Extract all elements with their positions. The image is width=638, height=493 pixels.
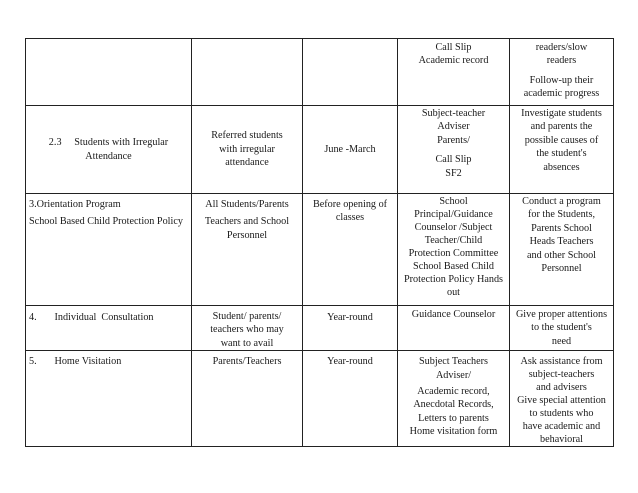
timeframe-cell [303, 306, 398, 351]
participants-line: teachers who may [210, 324, 284, 336]
participants-cell [192, 106, 303, 194]
persons-cell [398, 39, 510, 106]
participants-line: Parents/Teachers [212, 356, 282, 368]
persons-line: Letters to parents [418, 412, 489, 424]
persons-line: Principal/Guidance [414, 209, 493, 220]
remarks-line: readers [546, 55, 577, 67]
timeframe-line: classes [335, 212, 365, 224]
persons-line: SF2 [445, 167, 462, 179]
remarks-line: and parents the [530, 121, 593, 133]
remarks-line: Give proper attentions [515, 309, 608, 320]
timeframe-line: June -March [324, 143, 376, 155]
persons-line: Call Slip [435, 42, 472, 53]
timeframe-cell [303, 194, 398, 306]
remarks-line: Ask assistance from [520, 356, 603, 368]
timeframe-line: Before opening of [312, 199, 388, 210]
remarks-line: for the Students, [527, 209, 596, 221]
persons-cell [398, 106, 510, 194]
remarks-line: and advisers [536, 382, 587, 394]
persons-line: Teacher/Child [424, 235, 483, 246]
remarks-line: have academic and [522, 421, 601, 433]
program-table [25, 38, 614, 447]
remarks-line: to students who [529, 408, 594, 420]
table-row [26, 306, 614, 351]
timeframe-cell [303, 39, 398, 106]
remarks-line: Follow-up their [529, 74, 594, 86]
participants-line: attendance [225, 157, 269, 169]
persons-cell [398, 351, 510, 447]
participants-cell [192, 306, 303, 351]
remarks-cell [510, 351, 614, 447]
remarks-line: and other School [526, 249, 597, 261]
table-row [26, 39, 614, 106]
remarks-line: need [551, 335, 572, 347]
table-row [26, 106, 614, 194]
participants-line: Referred students [211, 130, 283, 142]
remarks-line: to the student's [531, 322, 592, 334]
activity-line: 3.Orientation Program [29, 199, 121, 210]
persons-line: School Based Child [413, 261, 494, 272]
participants-line: with irregular [219, 143, 275, 155]
remarks-line: possible causes of [524, 134, 599, 146]
remarks-line: Heads Teachers [529, 236, 594, 248]
timeframe-line: Year-round [327, 356, 373, 368]
activity-cell [26, 351, 192, 447]
activity-line: 2.3 Students with Irregular [48, 137, 169, 149]
remarks-cell [510, 106, 614, 194]
timeframe-cell [303, 351, 398, 447]
remarks-line: Give special attention [517, 395, 606, 407]
persons-line: Adviser [437, 121, 470, 133]
persons-line: School [439, 196, 468, 207]
activity-cell [26, 306, 192, 351]
remarks-line: subject-teachers [528, 369, 595, 381]
participants-line: Student/ parents/ [212, 311, 282, 322]
table-row [26, 351, 614, 447]
remarks-cell [510, 194, 614, 306]
remarks-line: readers/slow [535, 42, 588, 53]
persons-line: Adviser/ [435, 369, 472, 381]
activity-line: 4. Individual Consultation [29, 312, 154, 323]
remarks-cell [510, 39, 614, 106]
persons-line: out [446, 287, 461, 298]
activity-cell [26, 194, 192, 306]
persons-cell [398, 194, 510, 306]
remarks-line: academic progress [523, 88, 600, 100]
persons-line: Protection Committee [408, 248, 499, 259]
persons-line: Academic record, [417, 386, 490, 398]
participants-line: want to avail [220, 337, 274, 349]
persons-line: Parents/ [437, 134, 470, 146]
timeframe-line: Year-round [327, 312, 373, 323]
activity-line: School Based Child Protection Policy [29, 216, 183, 228]
persons-line: Call Slip [435, 154, 472, 166]
remarks-line: the student's [536, 148, 587, 160]
persons-line: Subject Teachers [419, 356, 488, 368]
persons-line: Home visitation form [409, 426, 498, 438]
activity-line: Attendance [85, 150, 132, 162]
persons-line: Guidance Counselor [411, 309, 496, 320]
remarks-cell [510, 306, 614, 351]
remarks-line: behavioral [540, 434, 583, 446]
persons-line: Subject-teacher [421, 108, 486, 119]
remarks-line: Investigate students [521, 108, 602, 119]
participants-line: Teachers and School [204, 216, 290, 228]
participants-cell [192, 194, 303, 306]
remarks-line: Personnel [541, 263, 582, 275]
persons-line: Counselor /Subject [414, 222, 493, 233]
persons-line: Anecdotal Records, [413, 399, 494, 411]
persons-cell [398, 306, 510, 351]
remarks-line: Parents School [531, 222, 592, 234]
activity-line: 5. Home Visitation [29, 356, 122, 368]
persons-line: Academic record [418, 55, 489, 67]
timeframe-cell [303, 106, 398, 194]
participants-cell [192, 39, 303, 106]
participants-cell [192, 351, 303, 447]
table-row [26, 194, 614, 306]
activity-cell [26, 106, 192, 194]
persons-line: Protection Policy Hands [403, 274, 504, 285]
remarks-line: absences [543, 161, 580, 173]
activity-cell [26, 39, 192, 106]
participants-line: Personnel [226, 229, 268, 241]
participants-line: All Students/Parents [205, 199, 289, 210]
remarks-line: Conduct a program [522, 196, 601, 207]
